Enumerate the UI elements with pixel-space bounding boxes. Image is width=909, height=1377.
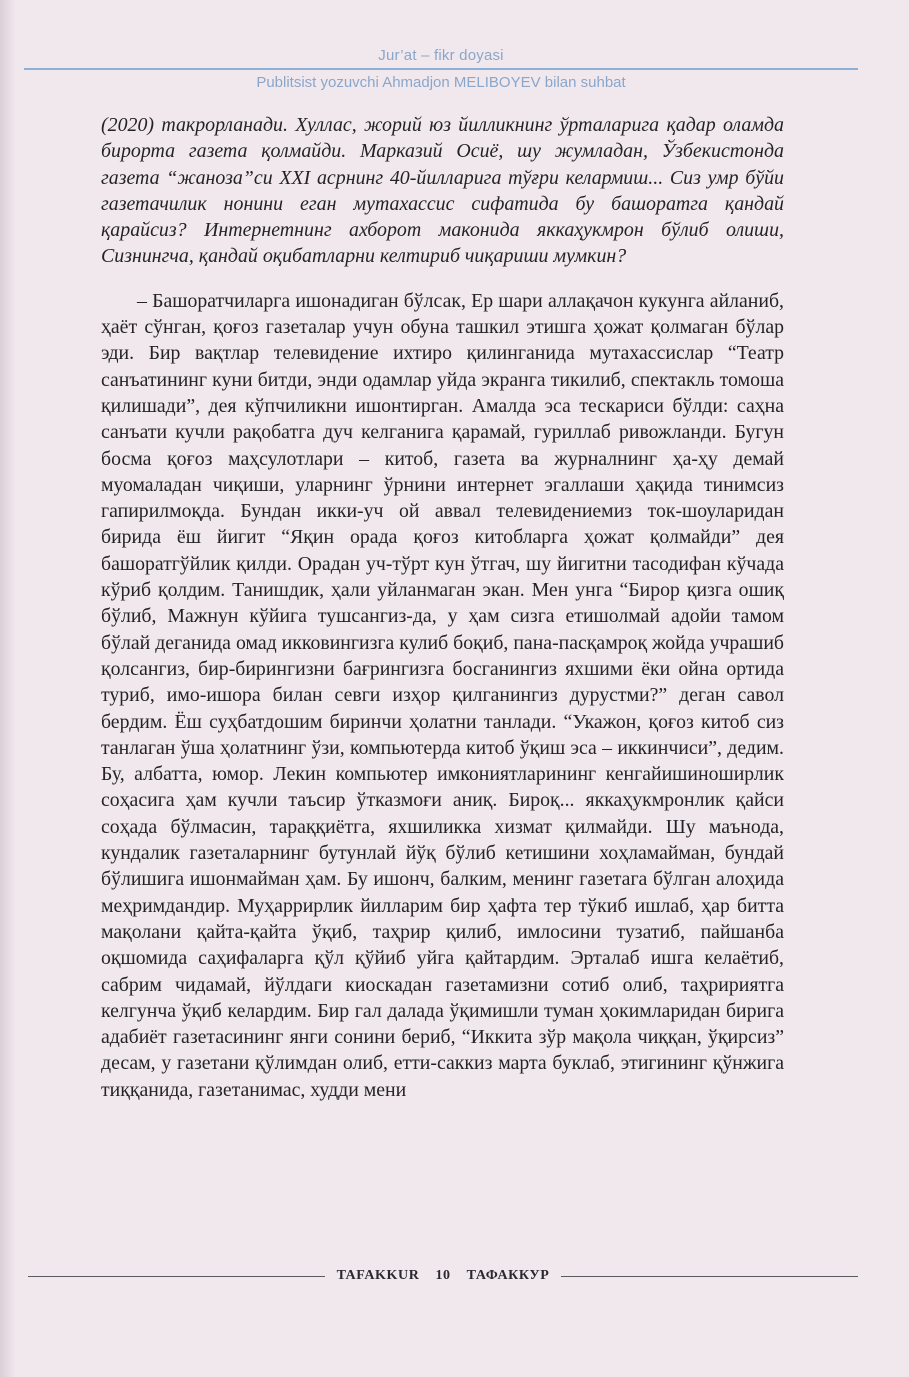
header-rule xyxy=(24,68,858,70)
footer-rule-left xyxy=(28,1276,325,1277)
footer-journal-latin: TAFAKKUR xyxy=(336,1268,420,1283)
footer-journal-cyrillic: ТАФАККУР xyxy=(466,1268,550,1283)
header-subtitle: Publitsist yozuvchi Ahmadjon MELIBOYEV bilan suhbat xyxy=(256,74,626,91)
interview-answer: – Башоратчиларга ишонадиган бўлсак, Ер шари аллақачон кукунга айланиб, ҳаёт сўнган, қоғоз газеталар учун обуна ташкил этишга ҳожат қолмаган бўлар эди. Бир вақтлар телевидение ихтиро қилинганида мутахассислар “Театр санъатининг куни битди, энди одамлар уйда экранга тикилиб, спектакль томоша қилишади”, дея кўпчиликни ишонтирган. Амалда эса тескариси бўлди: саҳна санъати кучли рақобатга дуч келганига қарамай, гуриллаб ривожланди. Бугун босма қоғоз маҳсулотлари – китоб, газета ва журналнинг ҳа-ҳу демай муомаладан чиқиши, уларнинг ўрнини интернет эгаллаши ҳақида тинимсиз гапирилмоқда. Бундан икки-уч ой аввал телевидениемиз ток-шоуларидан бирида ёш йигит “Яқин орада қоғоз китобларга ҳожат қолмайди” дея башоратгўйлик қилди. Орадан уч-тўрт кун ўтгач, шу йигитни тасодифан кўчада кўриб қолдим. Танишдик, ҳали уйланмаган экан. Мен унга “Бирор қизга ошиқ бўлиб, Мажнун кўйига тушсангиз-да, у ҳам сизга етишолмай адойи тамом бўлай деганида омад икковингизга кулиб боқиб, пана-пасқамроқ жойда учрашиб қолсангиз, бир-бирингизни бағрингизга босганингиз яхшими ёки ойна ортида туриб, имо-ишора билан севги изҳор қилганингиз дурустми?” деган савол бердим. Ёш суҳбатдошим биринчи ҳолатни танлади. “Укажон, қоғоз китоб сиз танлаган ўша ҳолатнинг ўзи, компьютерда китоб ўқиш эса – иккинчиси”, дедим. Бу, албатта, юмор. Лекин компьютер имкониятларининг кенгайишиноширлик соҳасига ҳам кучли таъсир ўтказмоғи аниқ. Бироқ... яккаҳукмронлик қайси соҳада бўлмасин, тараққиётга, яхшиликка хизмат қилмайди. Шу маънода, кундалик газеталарнинг бутунлай йўқ бўлиб кетишини хоҳламайман, бундай бўлишига ишонмайман ҳам. Бу ишонч, балким, менинг газетага бўлган алоҳида меҳримдандир. Муҳаррирлик йилларим бир ҳафта тер тўкиб ишлаб, ҳар битта мақолани қайта-қайта ўқиб, таҳрир қилиб, имлосини тузатиб, пайшанба оқшомида саҳифаларга қўл қўйиб уйга қайтардим. Эрталаб ишга келаётиб, сабрим чидамай, йўлдаги киоскадан газетамизни сотиб олиб, таҳририятга келгунча ўқиб келардим. Бир гал далада ўқимишли туман ҳокимларидан бирига адабиёт газетасининг янги сонини бериб, “Иккита зўр мақола чиққан, ўқирсиз” десам, у газетани қўлимдан олиб, етти-саккиз марта буклаб, этигининг қўнжига тиққанида, газетанимас, худди мени xyxy=(101,289,784,1101)
article-body xyxy=(101,112,784,1103)
running-header xyxy=(24,46,858,93)
page-number: 10 xyxy=(435,1268,451,1283)
footer-center xyxy=(325,1268,562,1284)
footer-rule-right xyxy=(561,1276,858,1277)
header-title: Jur’at – fikr doyasi xyxy=(378,47,504,64)
page-footer xyxy=(28,1268,858,1284)
interview-question: (2020) такрорланади. Хуллас, жорий юз йилликнинг ўрталарига қадар оламда бирорта газета қолмайди. Марказий Осиё, шу жумладан, Ўзбекистонда газета “жаноза”си XXI асрнинг 40-йилларига тўғри келармиш... Сиз умр бўйи газетачилик нонини еган мутахассис сифатида бу башоратга қандай қарайсиз? Интернетнинг ахборот маконида яккаҳукмрон бўлиб олиши, Сизнингча, қандай оқибатларни келтириб чиқариши мумкин? xyxy=(101,114,784,268)
page-edge xyxy=(0,0,16,1377)
